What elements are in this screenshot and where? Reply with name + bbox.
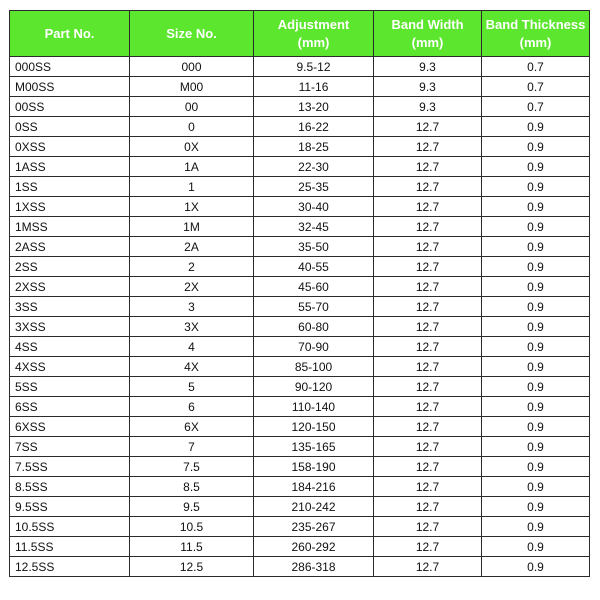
cell-size-no: 1X — [130, 197, 254, 217]
cell-adjustment: 184-216 — [254, 477, 374, 497]
cell-part-no: 11.5SS — [10, 537, 130, 557]
table-row — [10, 297, 590, 317]
cell-adjustment: 60-80 — [254, 317, 374, 337]
cell-band-width: 12.7 — [374, 437, 482, 457]
cell-part-no: 9.5SS — [10, 497, 130, 517]
header-part-no: Part No. — [10, 11, 130, 57]
cell-size-no: 3 — [130, 297, 254, 317]
cell-size-no: 7.5 — [130, 457, 254, 477]
table-row — [10, 57, 590, 77]
cell-band-thickness: 0.9 — [482, 517, 590, 537]
table-row — [10, 137, 590, 157]
cell-adjustment: 110-140 — [254, 397, 374, 417]
cell-adjustment: 55-70 — [254, 297, 374, 317]
cell-adjustment: 9.5-12 — [254, 57, 374, 77]
cell-band-thickness: 0.7 — [482, 57, 590, 77]
cell-size-no: 5 — [130, 377, 254, 397]
cell-size-no: 1 — [130, 177, 254, 197]
cell-band-width: 9.3 — [374, 57, 482, 77]
cell-size-no: 9.5 — [130, 497, 254, 517]
cell-size-no: 10.5 — [130, 517, 254, 537]
table-row — [10, 177, 590, 197]
cell-band-thickness: 0.9 — [482, 197, 590, 217]
cell-band-width: 12.7 — [374, 417, 482, 437]
cell-adjustment: 158-190 — [254, 457, 374, 477]
cell-band-thickness: 0.9 — [482, 497, 590, 517]
cell-part-no: 6XSS — [10, 417, 130, 437]
cell-part-no: 000SS — [10, 57, 130, 77]
cell-size-no: 2 — [130, 257, 254, 277]
table-header — [10, 11, 590, 57]
cell-part-no: 12.5SS — [10, 557, 130, 577]
cell-size-no: M00 — [130, 77, 254, 97]
cell-adjustment: 40-55 — [254, 257, 374, 277]
cell-adjustment: 90-120 — [254, 377, 374, 397]
cell-adjustment: 286-318 — [254, 557, 374, 577]
cell-part-no: 7.5SS — [10, 457, 130, 477]
table-row — [10, 417, 590, 437]
cell-band-width: 12.7 — [374, 337, 482, 357]
cell-band-thickness: 0.7 — [482, 97, 590, 117]
cell-band-width: 12.7 — [374, 217, 482, 237]
cell-band-thickness: 0.9 — [482, 257, 590, 277]
cell-band-thickness: 0.9 — [482, 537, 590, 557]
table-row — [10, 537, 590, 557]
cell-band-thickness: 0.9 — [482, 417, 590, 437]
header-size-no: Size No. — [130, 11, 254, 57]
cell-band-thickness: 0.9 — [482, 177, 590, 197]
cell-size-no: 2X — [130, 277, 254, 297]
cell-adjustment: 13-20 — [254, 97, 374, 117]
cell-adjustment: 16-22 — [254, 117, 374, 137]
table-row — [10, 517, 590, 537]
table-row — [10, 357, 590, 377]
cell-band-width: 12.7 — [374, 197, 482, 217]
cell-adjustment: 210-242 — [254, 497, 374, 517]
table-row — [10, 317, 590, 337]
table-row — [10, 257, 590, 277]
cell-size-no: 6 — [130, 397, 254, 417]
header-row — [10, 11, 590, 57]
table-row — [10, 277, 590, 297]
cell-band-width: 12.7 — [374, 397, 482, 417]
cell-adjustment: 120-150 — [254, 417, 374, 437]
table-row — [10, 197, 590, 217]
cell-part-no: 6SS — [10, 397, 130, 417]
cell-band-width: 12.7 — [374, 557, 482, 577]
cell-adjustment: 235-267 — [254, 517, 374, 537]
cell-band-width: 12.7 — [374, 277, 482, 297]
table-row — [10, 477, 590, 497]
cell-band-thickness: 0.9 — [482, 377, 590, 397]
cell-adjustment: 85-100 — [254, 357, 374, 377]
header-band-width: Band Width (mm) — [374, 11, 482, 57]
table-row — [10, 397, 590, 417]
header-adjustment: Adjustment (mm) — [254, 11, 374, 57]
table-row — [10, 437, 590, 457]
cell-band-thickness: 0.9 — [482, 237, 590, 257]
cell-band-width: 12.7 — [374, 537, 482, 557]
cell-size-no: 6X — [130, 417, 254, 437]
cell-size-no: 4 — [130, 337, 254, 357]
cell-band-thickness: 0.9 — [482, 557, 590, 577]
cell-adjustment: 35-50 — [254, 237, 374, 257]
cell-part-no: 00SS — [10, 97, 130, 117]
cell-part-no: 10.5SS — [10, 517, 130, 537]
cell-part-no: 0SS — [10, 117, 130, 137]
cell-adjustment: 22-30 — [254, 157, 374, 177]
cell-band-width: 12.7 — [374, 497, 482, 517]
cell-part-no: 3XSS — [10, 317, 130, 337]
table-body — [10, 57, 590, 577]
cell-part-no: 1XSS — [10, 197, 130, 217]
cell-size-no: 12.5 — [130, 557, 254, 577]
cell-size-no: 3X — [130, 317, 254, 337]
cell-band-thickness: 0.9 — [482, 357, 590, 377]
cell-band-thickness: 0.9 — [482, 217, 590, 237]
cell-band-thickness: 0.9 — [482, 397, 590, 417]
table-row — [10, 337, 590, 357]
cell-band-thickness: 0.9 — [482, 337, 590, 357]
table-row — [10, 457, 590, 477]
cell-part-no: 2ASS — [10, 237, 130, 257]
cell-band-thickness: 0.9 — [482, 137, 590, 157]
table-row — [10, 97, 590, 117]
table-row — [10, 217, 590, 237]
cell-adjustment: 25-35 — [254, 177, 374, 197]
cell-adjustment: 18-25 — [254, 137, 374, 157]
cell-size-no: 00 — [130, 97, 254, 117]
header-band-thickness: Band Thickness (mm) — [482, 11, 590, 57]
cell-band-width: 12.7 — [374, 317, 482, 337]
hose-clamp-spec-table — [9, 10, 590, 577]
cell-part-no: 1ASS — [10, 157, 130, 177]
cell-band-width: 12.7 — [374, 517, 482, 537]
cell-band-width: 12.7 — [374, 157, 482, 177]
cell-adjustment: 11-16 — [254, 77, 374, 97]
table-row — [10, 237, 590, 257]
cell-part-no: 7SS — [10, 437, 130, 457]
cell-size-no: 7 — [130, 437, 254, 457]
cell-size-no: 1M — [130, 217, 254, 237]
cell-band-thickness: 0.9 — [482, 117, 590, 137]
cell-part-no: 8.5SS — [10, 477, 130, 497]
cell-band-thickness: 0.9 — [482, 317, 590, 337]
cell-adjustment: 135-165 — [254, 437, 374, 457]
cell-size-no: 0 — [130, 117, 254, 137]
cell-part-no: 4XSS — [10, 357, 130, 377]
cell-band-width: 9.3 — [374, 97, 482, 117]
cell-band-width: 12.7 — [374, 377, 482, 397]
cell-band-width: 12.7 — [374, 137, 482, 157]
cell-adjustment: 32-45 — [254, 217, 374, 237]
table-row — [10, 77, 590, 97]
cell-part-no: M00SS — [10, 77, 130, 97]
cell-band-thickness: 0.9 — [482, 297, 590, 317]
cell-adjustment: 260-292 — [254, 537, 374, 557]
cell-band-width: 12.7 — [374, 237, 482, 257]
table-row — [10, 377, 590, 397]
cell-band-thickness: 0.9 — [482, 277, 590, 297]
cell-adjustment: 45-60 — [254, 277, 374, 297]
table-row — [10, 157, 590, 177]
cell-adjustment: 30-40 — [254, 197, 374, 217]
cell-size-no: 4X — [130, 357, 254, 377]
cell-band-width: 12.7 — [374, 357, 482, 377]
cell-band-thickness: 0.7 — [482, 77, 590, 97]
table-row — [10, 117, 590, 137]
table-row — [10, 557, 590, 577]
cell-size-no: 1A — [130, 157, 254, 177]
cell-size-no: 000 — [130, 57, 254, 77]
cell-part-no: 1SS — [10, 177, 130, 197]
cell-part-no: 5SS — [10, 377, 130, 397]
cell-band-thickness: 0.9 — [482, 457, 590, 477]
cell-part-no: 1MSS — [10, 217, 130, 237]
cell-size-no: 11.5 — [130, 537, 254, 557]
cell-band-width: 12.7 — [374, 257, 482, 277]
cell-part-no: 4SS — [10, 337, 130, 357]
cell-part-no: 0XSS — [10, 137, 130, 157]
cell-part-no: 3SS — [10, 297, 130, 317]
cell-band-width: 12.7 — [374, 477, 482, 497]
cell-band-width: 9.3 — [374, 77, 482, 97]
cell-band-width: 12.7 — [374, 117, 482, 137]
cell-part-no: 2XSS — [10, 277, 130, 297]
cell-band-thickness: 0.9 — [482, 477, 590, 497]
cell-size-no: 2A — [130, 237, 254, 257]
cell-band-width: 12.7 — [374, 457, 482, 477]
cell-band-width: 12.7 — [374, 297, 482, 317]
cell-band-width: 12.7 — [374, 177, 482, 197]
cell-part-no: 2SS — [10, 257, 130, 277]
cell-size-no: 8.5 — [130, 477, 254, 497]
cell-size-no: 0X — [130, 137, 254, 157]
table-row — [10, 497, 590, 517]
cell-band-thickness: 0.9 — [482, 157, 590, 177]
cell-adjustment: 70-90 — [254, 337, 374, 357]
spec-table-container — [9, 10, 589, 577]
cell-band-thickness: 0.9 — [482, 437, 590, 457]
